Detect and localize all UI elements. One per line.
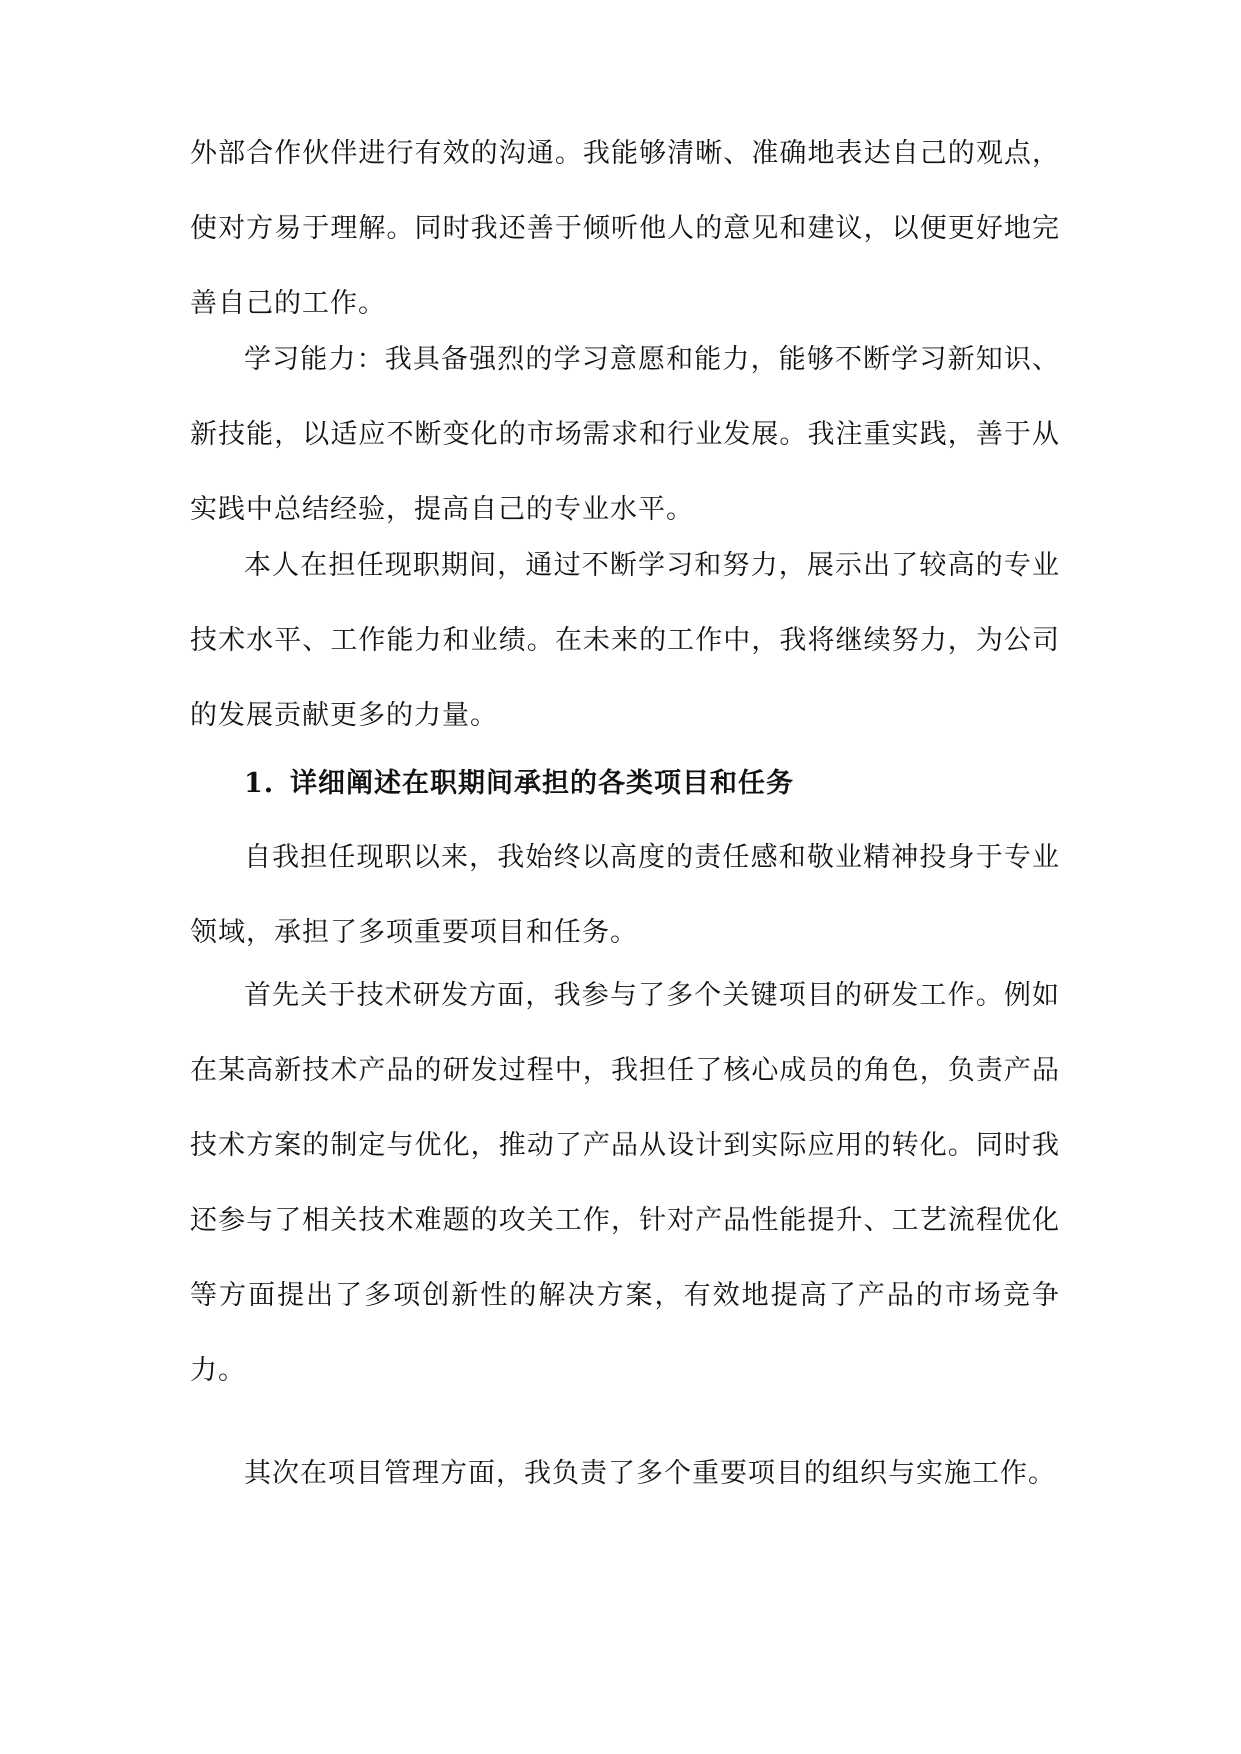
paragraph-communication-continued: 外部合作伙伴进行有效的沟通。我能够清晰、准确地表达自己的观点，使对方易于理解。同时我还善于倾听他人的意见和建议，以便更好地完善自己的工作。: [190, 138, 1060, 319]
paragraph-summary: 本人在担任现职期间，通过不断学习和努力，展示出了较高的专业技术水平、工作能力和业绩。在未来的工作中，我将继续努力，为公司的发展贡献更多的力量。: [190, 550, 1060, 731]
paragraph-project-management: 其次在项目管理方面，我负责了多个重要项目的组织与实施工作。: [244, 1458, 1056, 1489]
paragraph-intro: 自我担任现职以来，我始终以高度的责任感和敬业精神投身于专业领域，承担了多项重要项目和任务。: [190, 842, 1060, 948]
paragraph-rd: 首先关于技术研发方面，我参与了多个关键项目的研发工作。例如在某高新技术产品的研发过程中，我担任了核心成员的角色，负责产品技术方案的制定与优化，推动了产品从设计到实际应用的转化。同时我还参与了相关技术难题的攻关工作，针对产品性能提升、工艺流程优化等方面提出了多项创新性的解决方案，有效地提高了产品的市场竞争力。: [190, 980, 1060, 1386]
section-heading: [244, 764, 1044, 804]
section-title: 详细阐述在职期间承担的各类项目和任务: [290, 768, 794, 799]
paragraph-learning-ability: 学习能力：我具备强烈的学习意愿和能力，能够不断学习新知识、新技能，以适应不断变化的市场需求和行业发展。我注重实践，善于从实践中总结经验，提高自己的专业水平。: [190, 344, 1060, 525]
section-number: 1.: [244, 768, 275, 799]
